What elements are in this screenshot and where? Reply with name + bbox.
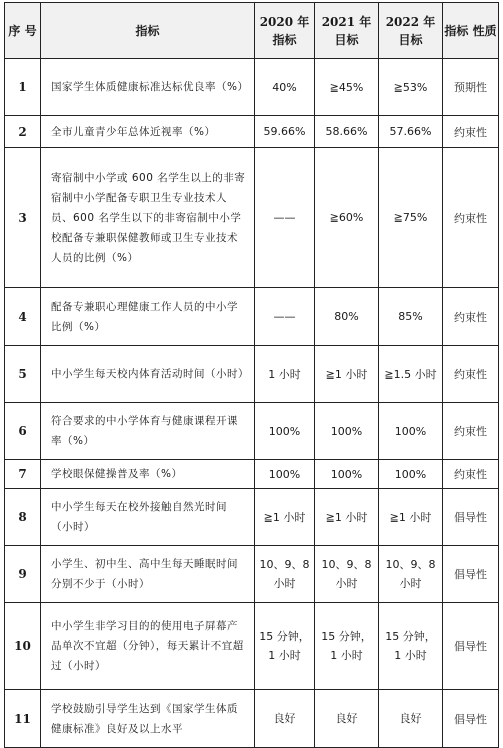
row-2022: 100% <box>379 403 443 460</box>
row-nature: 约束性 <box>443 346 499 403</box>
row-indicator: 全市儿童青少年总体近视率（%） <box>41 116 255 148</box>
row-2021: ≧1 小时 <box>315 489 379 546</box>
row-indicator: 小学生、初中生、高中生每天睡眠时间分别不少于（小时） <box>41 546 255 603</box>
row-nature: 倡导性 <box>443 690 499 748</box>
row-2022: ≧1 小时 <box>379 489 443 546</box>
header-2021: 2021 年 目标 <box>315 3 379 59</box>
row-2022: 10、9、8 小时 <box>379 546 443 603</box>
row-no: 2 <box>5 116 41 148</box>
header-2022: 2022 年 目标 <box>379 3 443 59</box>
row-no: 11 <box>5 690 41 748</box>
row-no: 6 <box>5 403 41 460</box>
row-2020: 59.66% <box>255 116 315 148</box>
table-row <box>5 403 499 460</box>
row-indicator: 符合要求的中小学体育与健康课程开课率（%） <box>41 403 255 460</box>
table-row <box>5 546 499 603</box>
row-2022: 100% <box>379 460 443 489</box>
row-2020: 40% <box>255 59 315 116</box>
row-2022: 良好 <box>379 690 443 748</box>
row-2020: —— <box>255 288 315 346</box>
row-2022: 15 分钟，1 小时 <box>379 603 443 690</box>
row-2020: 100% <box>255 403 315 460</box>
table-row <box>5 116 499 148</box>
row-2022: 85% <box>379 288 443 346</box>
table-row <box>5 460 499 489</box>
row-no: 1 <box>5 59 41 116</box>
indicator-table <box>4 2 499 748</box>
row-2022: ≧75% <box>379 148 443 288</box>
header-nature: 指标 性质 <box>443 3 499 59</box>
row-2020: 15 分钟，1 小时 <box>255 603 315 690</box>
row-2021: ≧60% <box>315 148 379 288</box>
row-no: 7 <box>5 460 41 489</box>
row-2020: —— <box>255 148 315 288</box>
row-nature: 倡导性 <box>443 489 499 546</box>
table-row <box>5 603 499 690</box>
table-row <box>5 690 499 748</box>
row-indicator: 学校眼保健操普及率（%） <box>41 460 255 489</box>
row-2022: 57.66% <box>379 116 443 148</box>
row-no: 8 <box>5 489 41 546</box>
row-2022: ≧53% <box>379 59 443 116</box>
row-2021: 80% <box>315 288 379 346</box>
row-indicator: 学校鼓励引导学生达到《国家学生体质健康标准》良好及以上水平 <box>41 690 255 748</box>
row-no: 10 <box>5 603 41 690</box>
table-row <box>5 346 499 403</box>
row-indicator: 国家学生体质健康标准达标优良率（%） <box>41 59 255 116</box>
row-nature: 约束性 <box>443 288 499 346</box>
row-2020: 1 小时 <box>255 346 315 403</box>
row-indicator: 配备专兼职心理健康工作人员的中小学比例（%） <box>41 288 255 346</box>
row-nature: 约束性 <box>443 403 499 460</box>
row-2021: 100% <box>315 403 379 460</box>
header-2020: 2020 年 指标 <box>255 3 315 59</box>
row-2021: 58.66% <box>315 116 379 148</box>
row-indicator: 中小学生每天校内体育活动时间（小时） <box>41 346 255 403</box>
row-2021: 良好 <box>315 690 379 748</box>
table-row <box>5 288 499 346</box>
row-2020: 10、9、8 小时 <box>255 546 315 603</box>
row-2021: 10、9、8 小时 <box>315 546 379 603</box>
row-indicator: 中小学生非学习目的的使用电子屏幕产品单次不宜超（分钟），每天累计不宜超过（小时） <box>41 603 255 690</box>
table-row <box>5 148 499 288</box>
row-nature: 约束性 <box>443 148 499 288</box>
row-nature: 预期性 <box>443 59 499 116</box>
row-2020: 良好 <box>255 690 315 748</box>
header-no: 序 号 <box>5 3 41 59</box>
row-nature: 倡导性 <box>443 603 499 690</box>
row-2020: ≧1 小时 <box>255 489 315 546</box>
row-nature: 倡导性 <box>443 546 499 603</box>
header-row <box>5 3 499 59</box>
row-2021: ≧45% <box>315 59 379 116</box>
table-row <box>5 59 499 116</box>
row-no: 3 <box>5 148 41 288</box>
row-nature: 约束性 <box>443 460 499 489</box>
row-indicator: 寄宿制中小学或 600 名学生以上的非寄宿制中小学配备专职卫生专业技术人员、600 名学生以下的非寄宿制中小学校配备专兼职保健教师或卫生专业技术人员的比例（%） <box>41 148 255 288</box>
row-2022: ≧1.5 小时 <box>379 346 443 403</box>
row-2021: 100% <box>315 460 379 489</box>
row-indicator: 中小学生每天在校外接触自然光时间（小时） <box>41 489 255 546</box>
row-2021: 15 分钟，1 小时 <box>315 603 379 690</box>
row-no: 9 <box>5 546 41 603</box>
header-indicator: 指标 <box>41 3 255 59</box>
table-row <box>5 489 499 546</box>
row-2021: ≧1 小时 <box>315 346 379 403</box>
row-no: 4 <box>5 288 41 346</box>
row-no: 5 <box>5 346 41 403</box>
row-nature: 约束性 <box>443 116 499 148</box>
row-2020: 100% <box>255 460 315 489</box>
